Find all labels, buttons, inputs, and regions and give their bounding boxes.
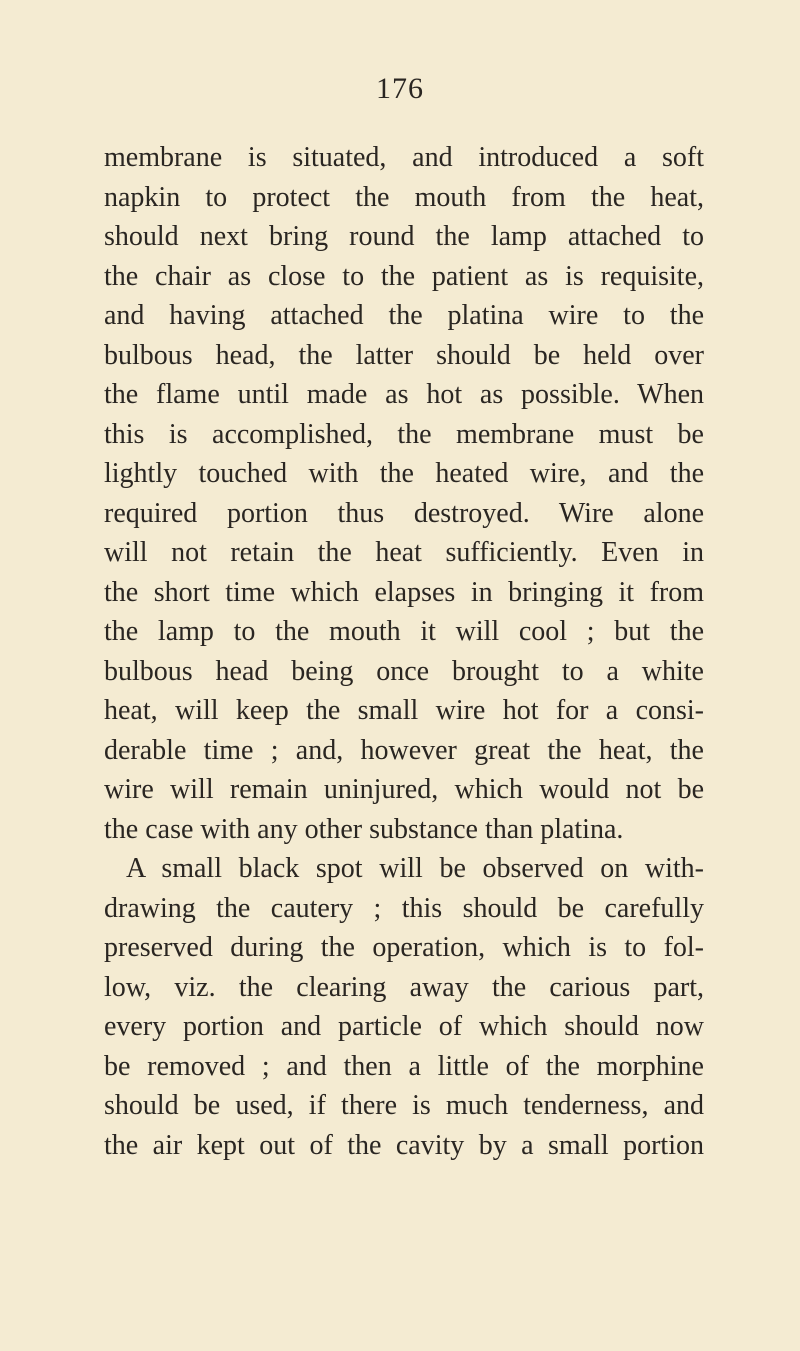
text-line: wire will remain uninjured, which would not be	[104, 774, 704, 805]
text-line: heat, will keep the small wire hot for a consi-	[104, 695, 704, 726]
text-line: membrane is situated, and introduced a soft	[104, 142, 704, 173]
text-line: preserved during the operation, which is to fol-	[104, 932, 704, 963]
text-line: the chair as close to the patient as is requisite,	[104, 260, 704, 292]
text-line: bulbous head, the latter should be held over	[104, 339, 704, 371]
text-line: napkin to protect the mouth from the heat,	[104, 181, 704, 213]
text-line: and having attached the platina wire to the	[104, 300, 704, 331]
text-line: derable time ; and, however great the heat, the	[104, 734, 704, 766]
text-line: the air kept out of the cavity by a small portion	[104, 1129, 704, 1161]
text-line: lightly touched with the heated wire, and the	[104, 458, 704, 489]
text-line: bulbous head being once brought to a white	[104, 655, 704, 687]
paragraph-first-line: A small black spot will be observed on with-	[126, 853, 704, 884]
text-line: the flame until made as hot as possible. When	[104, 379, 704, 410]
text-line: every portion and particle of which should now	[104, 1011, 704, 1042]
text-line: this is accomplished, the membrane must be	[104, 418, 704, 450]
text-line: should be used, if there is much tenderness, and	[104, 1090, 704, 1121]
page-number: 176	[376, 72, 424, 105]
text-line: drawing the cautery ; this should be carefully	[104, 892, 704, 924]
text-line: the short time which elapses in bringing it from	[104, 576, 704, 608]
text-line: be removed ; and then a little of the morphine	[104, 1050, 704, 1082]
body-text	[104, 138, 704, 1165]
text-line: should next bring round the lamp attached to	[104, 221, 704, 252]
text-line: required portion thus destroyed. Wire alone	[104, 497, 704, 529]
text-line: the lamp to the mouth it will cool ; but the	[104, 616, 704, 647]
text-line: the case with any other substance than platina.	[104, 813, 624, 845]
text-line: will not retain the heat sufficiently. Even in	[104, 537, 704, 568]
text-line: low, viz. the clearing away the carious part,	[104, 971, 704, 1003]
